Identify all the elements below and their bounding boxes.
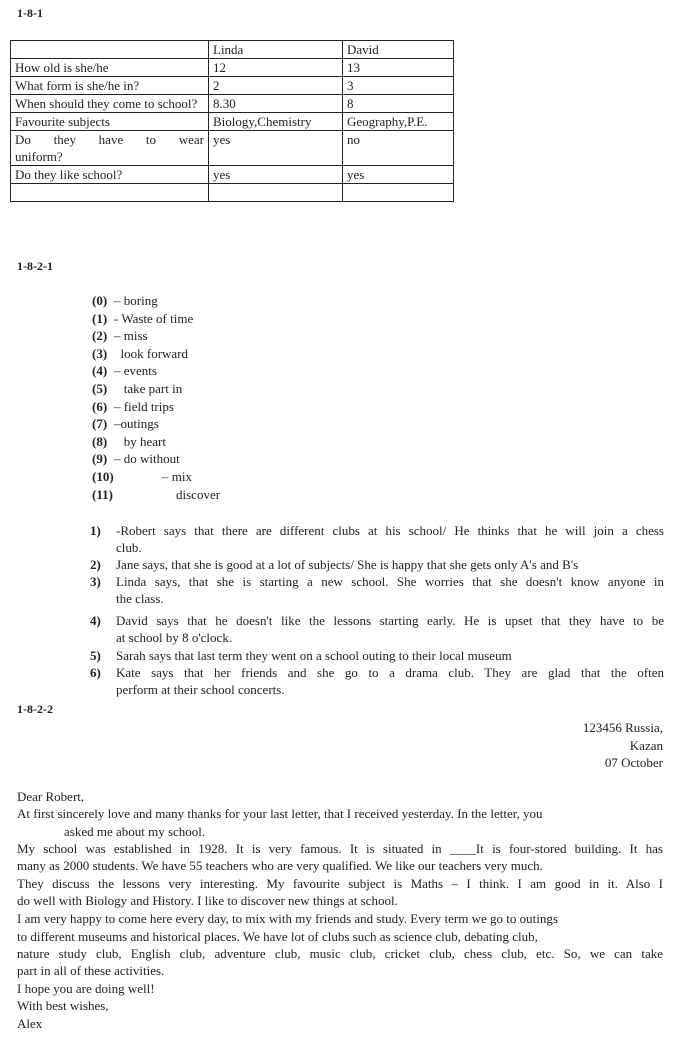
david-cell: 13	[343, 59, 454, 77]
letter-line: Dear Robert,	[17, 789, 85, 804]
word-item: – field trips	[114, 398, 174, 414]
table-row	[11, 113, 454, 131]
address-line: 07 October	[604, 755, 663, 770]
sentence-line: club.	[116, 540, 142, 555]
word-item: – boring	[114, 293, 158, 308]
letter-line: My school was established in 1928. It is very famous. It is situated in ____It is four-stored building. It has	[17, 841, 663, 856]
letter-line: With best wishes,	[17, 998, 109, 1013]
section-heading-1-8-1: 1-8-1	[17, 6, 43, 20]
linda-cell: 8.30	[209, 95, 343, 113]
sentence-line: Jane says, that she is good at a lot of subjects/ She is happy that she gets only A's and B's	[116, 557, 579, 572]
sentence-line: Sarah says that last term they went on a school outing to their local museum	[116, 648, 512, 663]
sentence-line: perform at their school concerts.	[116, 682, 285, 697]
letter-line: At first sincerely love and many thanks for your last letter, that I received yesterday. In the letter, you	[17, 806, 543, 821]
sentence-line: David says that he doesn't like the lessons starting early. He is upset that they have to be	[116, 613, 664, 628]
sentence-number: 2)	[90, 557, 101, 572]
letter-line: part in all of these activities.	[17, 963, 165, 978]
question-cell: Do they have to wear uniform?	[11, 131, 209, 166]
sentence-line: Kate says that her friends and she go to a drama club. They are glad that the often	[116, 665, 664, 680]
linda-cell	[209, 184, 343, 202]
word-item: –outings	[114, 416, 159, 432]
table-row	[11, 59, 454, 77]
word-item: – do without	[114, 451, 180, 467]
word-number: (9)	[92, 451, 108, 467]
letter-line: They discuss the lessons very interesting. My favourite subject is Maths – I think. I am good in it. Also I	[17, 876, 663, 891]
sentence-number: 1)	[90, 523, 101, 538]
word-number: (11)	[92, 486, 113, 502]
word-item: – events	[114, 363, 157, 379]
sentence-number: 5)	[90, 648, 101, 663]
linda-cell: yes	[209, 166, 343, 184]
table-row	[11, 95, 454, 113]
letter-line: to different museums and historical places. We have lot of clubs such as science club, debating club,	[17, 929, 538, 944]
david-cell: 8	[343, 95, 454, 113]
header-cell	[11, 41, 209, 59]
david-cell: yes	[343, 166, 454, 184]
table-row	[11, 166, 454, 184]
word-item: discover	[176, 486, 221, 502]
david-cell: 3	[343, 77, 454, 95]
linda-cell: Biology,Chemistry	[209, 113, 343, 131]
word-number: (10)	[92, 469, 114, 484]
address-line: Kazan	[629, 738, 663, 753]
word-number: (7)	[92, 416, 108, 432]
word-number: (4)	[92, 363, 108, 379]
linda-cell: yes	[209, 131, 343, 166]
table-row	[11, 184, 454, 202]
question-cell: When should they come to school?	[11, 95, 209, 113]
question-cell: What form is she/he in?	[11, 77, 209, 95]
question-cell: Favourite subjects	[11, 113, 209, 131]
sentence-line: the class.	[116, 591, 164, 606]
word-item: - Waste of time	[114, 310, 194, 326]
letter-line: asked me about my school.	[64, 824, 206, 839]
question-cell: Do they like school?	[11, 166, 209, 184]
letter-line: nature study club, English club, adventure club, music club, cricket club, chess club, etc. So, we can take	[17, 946, 663, 961]
sentence-number: 3)	[90, 574, 101, 589]
linda-cell: 12	[209, 59, 343, 77]
word-item: – miss	[114, 328, 148, 344]
question-cell	[11, 184, 209, 202]
david-cell: Geography,P.E.	[343, 113, 454, 131]
sentence-number: 4)	[90, 613, 101, 628]
table-header-row	[11, 41, 454, 59]
address-line: 123456 Russia,	[582, 720, 663, 735]
word-number: (6)	[92, 398, 108, 414]
word-item: – mix	[162, 469, 192, 484]
word-item: look forward	[114, 345, 189, 361]
section-heading-1-8-2-2: 1-8-2-2	[17, 702, 53, 716]
letter-line: many as 2000 students. We have 55 teachers who are very qualified. We like our teachers very much.	[17, 858, 543, 873]
table-row	[11, 131, 454, 166]
david-cell: no	[343, 131, 454, 166]
sentence-line: -Robert says that there are different clubs at his school/ He thinks that he will join a chess	[116, 523, 664, 538]
word-item: take part in	[114, 381, 183, 396]
word-number: (1)	[92, 310, 108, 326]
sentence-number: 6)	[90, 665, 101, 680]
word-number: (3)	[92, 345, 108, 361]
sentence-line: Linda says, that she is starting a new school. She worries that she doesn't know anyone in	[116, 574, 664, 589]
sentence-line: at school by 8 o'clock.	[116, 630, 233, 645]
header-cell: David	[343, 41, 454, 59]
question-cell: How old is she/he	[11, 59, 209, 77]
word-number: (8)	[92, 433, 108, 449]
header-cell: Linda	[209, 41, 343, 59]
letter-line: I am very happy to come here every day, to mix with my friends and study. Every term we go to outings	[17, 911, 558, 926]
letter-line: I hope you are doing well!	[17, 981, 155, 996]
word-number: (5)	[92, 381, 108, 396]
david-cell	[343, 184, 454, 202]
word-number: (2)	[92, 328, 108, 344]
table-row	[11, 77, 454, 95]
word-number: (0)	[92, 293, 108, 308]
letter-line: Alex	[17, 1016, 43, 1031]
word-item: by heart	[114, 433, 166, 449]
section-heading-1-8-2-1: 1-8-2-1	[17, 259, 53, 273]
answers-table	[10, 40, 454, 202]
linda-cell: 2	[209, 77, 343, 95]
letter-line: do well with Biology and History. I like to discover new things at school.	[17, 893, 398, 908]
